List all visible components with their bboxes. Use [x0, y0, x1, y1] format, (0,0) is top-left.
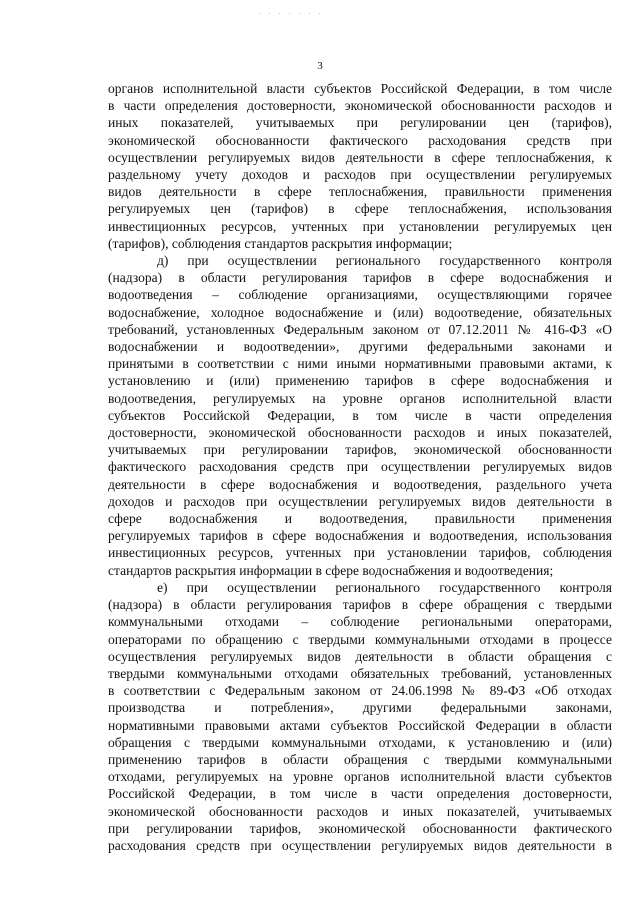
- text-line: органов исполнительной власти субъектов Российской Федерации, в том числе: [108, 81, 612, 96]
- text-line: иных показателей, учитываемых при регулировании цен (тарифов),: [108, 115, 612, 131]
- text-line: требований, установленных Федеральным законом от 07.12.2011 № 416-ФЗ «О: [108, 321, 612, 337]
- text-line: установлению и (или) применению тарифов в сфере водоснабжения и: [108, 373, 612, 389]
- text-line: инвестиционных ресурсов, учтенных при установлении тарифов, соблюдения: [108, 545, 612, 561]
- text-line: достоверности, экономической обоснованности расходов и иных показателей,: [108, 425, 612, 441]
- text-line: фактического расходования средств при осуществлении регулируемых видов: [108, 459, 612, 475]
- text-line: в части определения достоверности, экономической обоснованности расходов и: [108, 98, 612, 114]
- text-line: расходования средств при осуществлении регулируемых видов деятельности в: [108, 837, 612, 853]
- text-line: (тарифов), соблюдения стандартов раскрытия информации;: [108, 235, 453, 251]
- scan-marks: · · · · · · ·: [258, 10, 324, 18]
- text-line: сфере водоснабжения и водоотведения, правильности применения: [108, 511, 612, 527]
- text-line: (надзора) в области регулирования тарифов в сфере водоснабжения и: [108, 270, 612, 286]
- text-line: водоснабжении и водоотведении», другими федеральными законами и: [108, 339, 612, 355]
- text-line: видов деятельности в сфере теплоснабжения, правильности применения: [108, 184, 612, 200]
- text-line: учитываемых при регулировании тарифов, экономической обоснованности: [108, 442, 612, 458]
- text-line: д) при осуществлении регионального государственного контроля: [157, 253, 612, 269]
- text-line: коммунальными отходами – соблюдение региональными операторами,: [108, 614, 612, 630]
- text-line: применению тарифов в области обращения с твердыми коммунальными: [108, 751, 612, 767]
- text-line: твердыми коммунальными отходами обязательных требований, установленных: [108, 665, 612, 681]
- text-line: раздельному учету доходов и расходов при осуществлении регулируемых: [108, 167, 612, 183]
- text-line: в соответствии с Федеральным законом от 24.06.1998 № 89-ФЗ «Об отходах: [108, 683, 612, 699]
- text-line: е) при осуществлении регионального государственного контроля: [157, 579, 612, 595]
- text-line: инвестиционных ресурсов, учтенных при установлении регулируемых цен: [108, 218, 612, 234]
- document-body: [108, 80, 612, 854]
- text-line: субъектов Российской Федерации, в том числе в части определения: [108, 407, 612, 423]
- text-line: регулируемых тарифов в сфере водоснабжения и водоотведения, использования: [108, 528, 612, 544]
- text-line: стандартов раскрытия информации в сфере водоснабжения и водоотведения;: [108, 562, 554, 578]
- text-line: при регулировании тарифов, экономической обоснованности фактического: [108, 820, 612, 836]
- text-line: экономической обоснованности фактического расходования средств при: [108, 132, 612, 148]
- text-line: операторами по обращению с твердыми коммунальными отходами в процессе: [108, 631, 612, 647]
- text-line: доходов и расходов при осуществлении регулируемых видов деятельности в: [108, 493, 612, 509]
- text-line: деятельности в сфере водоснабжения и водоотведения, раздельного учета: [108, 476, 612, 492]
- text-line: (надзора) в области регулирования тарифов в сфере обращения с твердыми: [108, 597, 612, 613]
- text-line: водоотведения – соблюдение организациями, осуществляющими горячее: [108, 287, 612, 303]
- text-line: принятыми в соответствии с ними иными нормативными правовыми актами, к: [108, 356, 612, 372]
- text-line: нормативными правовыми актами субъектов Российской Федерации в области: [108, 717, 612, 733]
- text-line: экономической обоснованности расходов и иных показателей, учитываемых: [108, 803, 612, 819]
- text-line: регулируемых цен (тарифов) в сфере теплоснабжения, использования: [108, 201, 612, 217]
- text-line: обращения с твердыми коммунальными отходами, к установлению и (или): [108, 734, 612, 750]
- text-line: водоснабжение, холодное водоснабжение и (или) водоотведение, обязательных: [108, 304, 612, 320]
- text-line: осуществлении регулируемых видов деятельности в сфере теплоснабжения, к: [108, 149, 612, 165]
- text-line: Российской Федерации, в том числе в части определения достоверности,: [108, 786, 612, 802]
- text-line: отходами, регулируемых на уровне органов исполнительной власти субъектов: [108, 769, 612, 785]
- text-line: производства и потребления», другими федеральными законами,: [108, 700, 612, 716]
- text-line: водоотведения, регулируемых на уровне органов исполнительной власти: [108, 390, 612, 406]
- page-number: 3: [317, 60, 323, 72]
- text-line: осуществления регулируемых видов деятельности в области обращения с: [108, 648, 612, 664]
